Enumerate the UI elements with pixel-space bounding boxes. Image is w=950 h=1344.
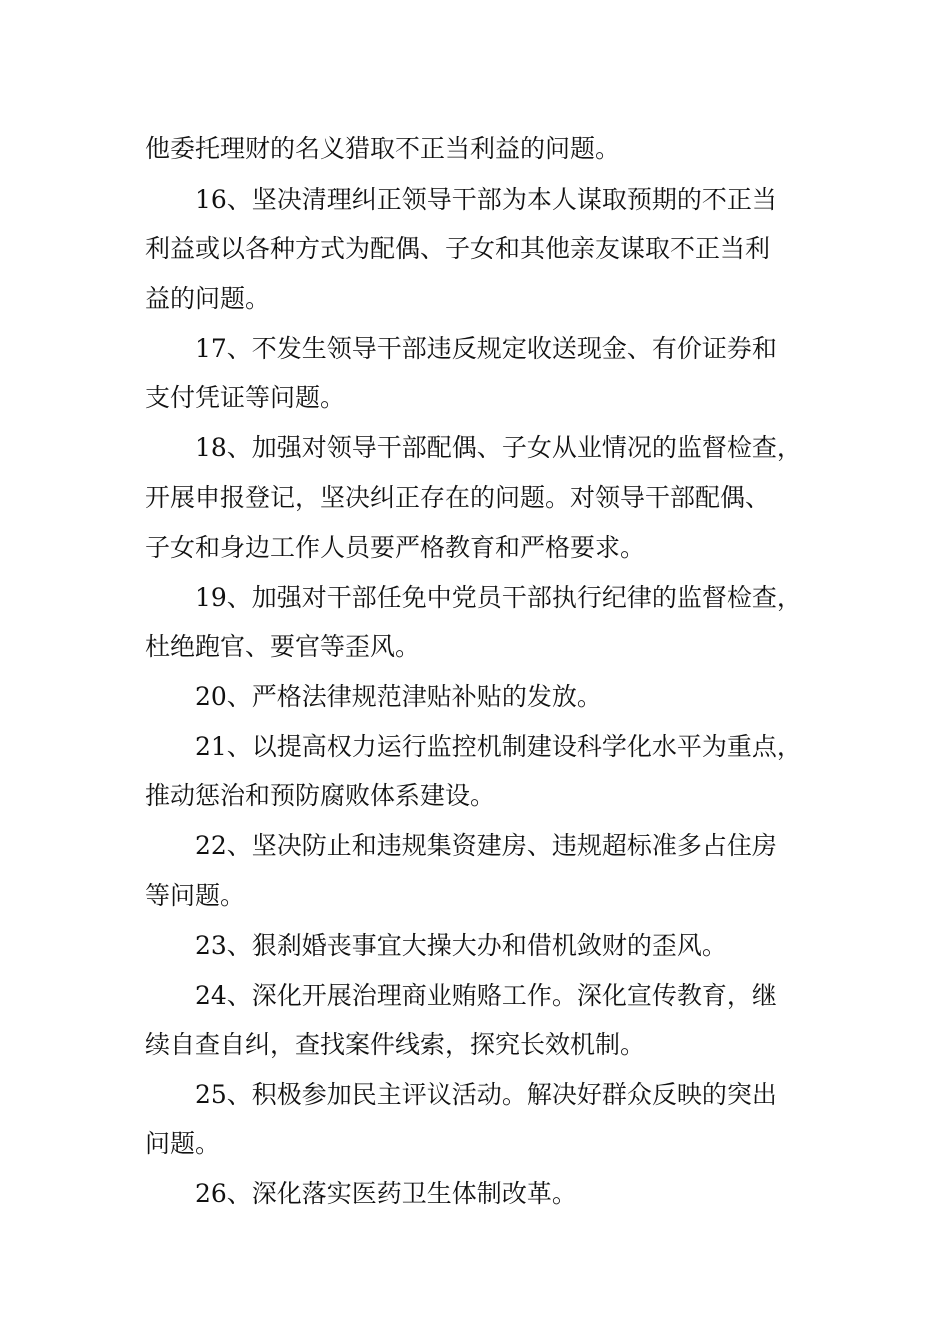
item-18-line-3: 子女和身边工作人员要严格教育和严格要求。 [145, 533, 646, 562]
item-17-line-1: 17、不发生领导干部违反规定收送现金、有价证券和 [195, 334, 777, 363]
item-18-line-1: 18、加强对领导干部配偶、子女从业情况的监督检查， [195, 433, 802, 462]
item-19-line-2: 杜绝跑官、要官等歪风。 [145, 632, 421, 661]
item-20-line-1: 20、严格法律规范津贴补贴的发放。 [195, 682, 602, 711]
item-25-line-1: 25、积极参加民主评议活动。解决好群众反映的突出 [195, 1080, 777, 1109]
item-16-line-1: 16、坚决清理纠正领导干部为本人谋取预期的不正当 [195, 185, 777, 214]
item-25-line-2: 问题。 [145, 1129, 221, 1158]
item-21-line-1: 21、以提高权力运行监控机制建设科学化水平为重点， [195, 732, 802, 761]
item-22-line-1: 22、坚决防止和违规集资建房、违规超标准多占住房 [195, 831, 777, 860]
item-23-line-1: 23、狠刹婚丧事宜大操大办和借机敛财的歪风。 [195, 931, 727, 960]
item-26-line-1: 26、深化落实医药卫生体制改革。 [195, 1179, 577, 1208]
item-19-line-1: 19、加强对干部任免中党员干部执行纪律的监督检查， [195, 583, 802, 612]
item-24-line-2: 续自查自纠，查找案件线索，探究长效机制。 [145, 1030, 646, 1059]
item-21-line-2: 推动惩治和预防腐败体系建设。 [145, 781, 496, 810]
item-17-line-2: 支付凭证等问题。 [145, 383, 346, 412]
item-16-line-3: 益的问题。 [145, 284, 271, 313]
item-22-line-2: 等问题。 [145, 881, 246, 910]
item-16-line-2: 利益或以各种方式为配偶、子女和其他亲友谋取不正当利 [145, 234, 771, 263]
item-18-line-2: 开展申报登记，坚决纠正存在的问题。对领导干部配偶、 [145, 483, 771, 512]
item-24-line-1: 24、深化开展治理商业贿赂工作。深化宣传教育，继 [195, 981, 777, 1010]
text-line: 他委托理财的名义猎取不正当利益的问题。 [145, 134, 621, 163]
